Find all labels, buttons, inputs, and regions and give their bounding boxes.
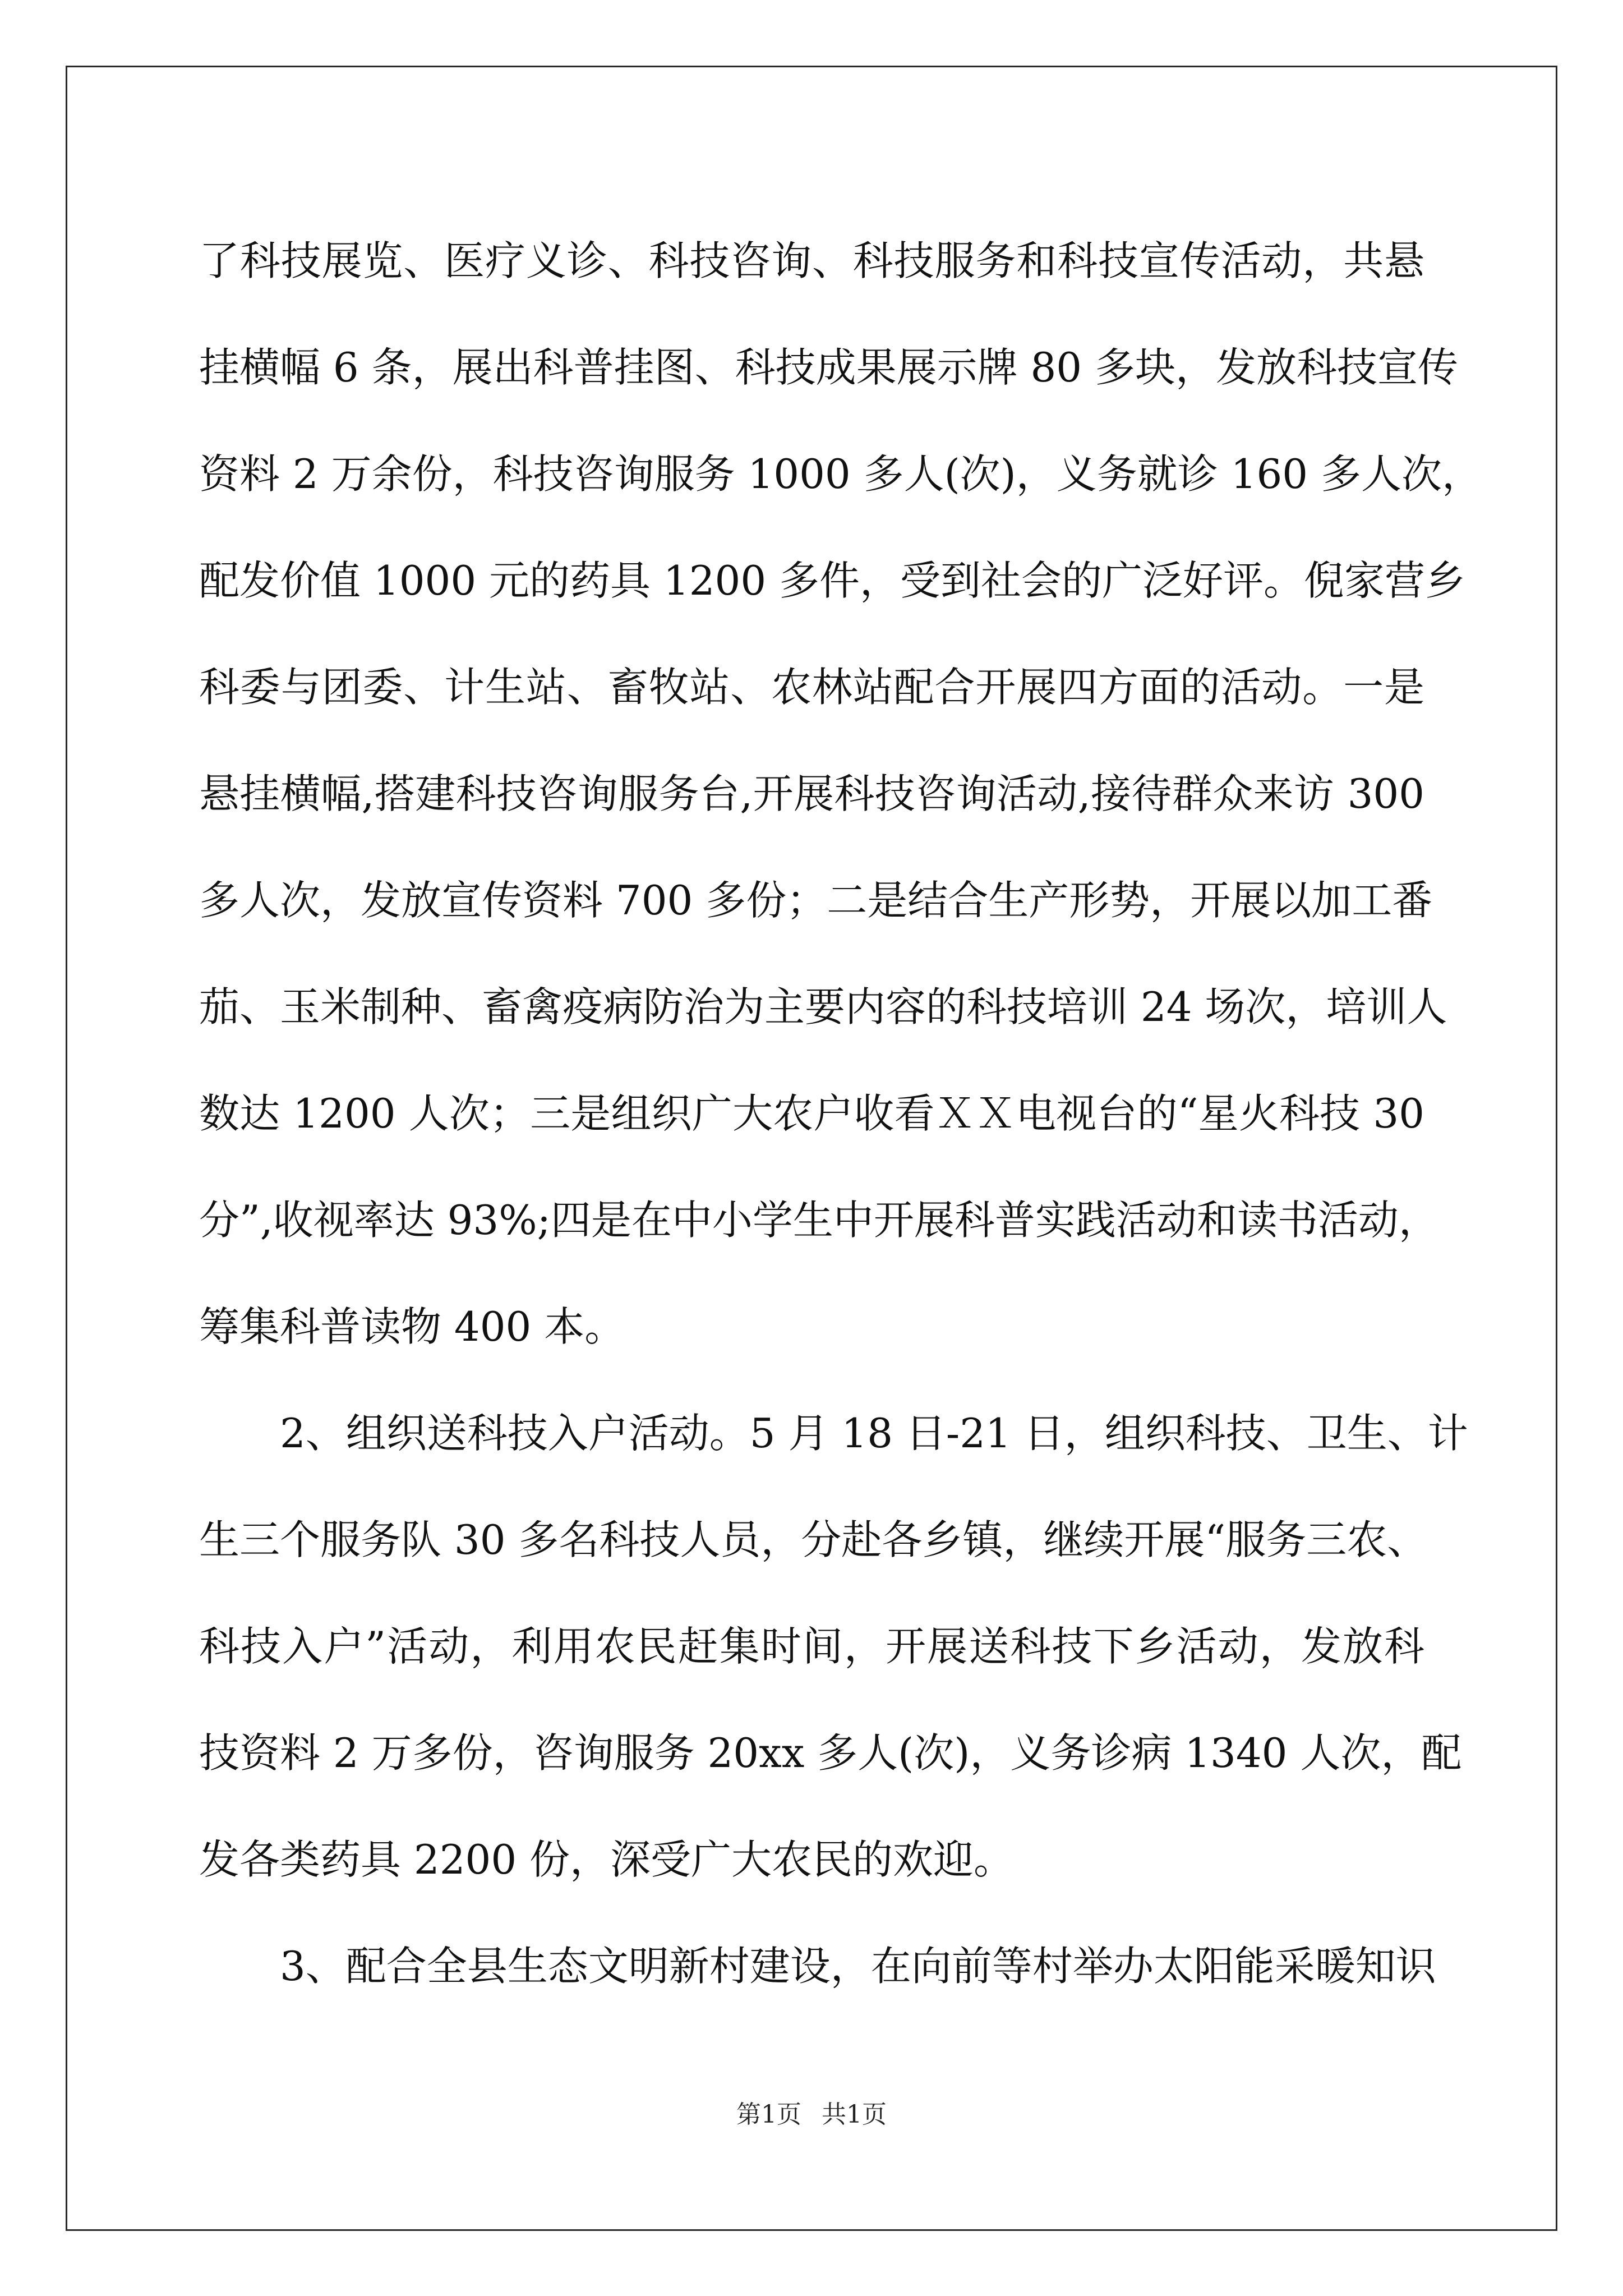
text-line: 分”,收视率达 93%;四是在中小学生中开展科普实践活动和读书活动， (199, 1197, 1439, 1244)
text-line: 科技入户”活动，利用农民赶集时间，开展送科技下乡活动，发放科 (199, 1623, 1424, 1670)
page-footer (0, 2098, 1623, 2132)
text-line: 了科技展览、医疗义诊、科技咨询、科技服务和科技宣传活动，共悬 (199, 237, 1424, 284)
text-line: 科委与团委、计生站、畜牧站、农林站配合开展四方面的活动。一是 (199, 664, 1424, 711)
text-line: 数达 1200 人次；三是组织广大农户收看ＸＸ电视台的“星火科技 30 (199, 1090, 1424, 1137)
text-line: 发各类药具 2200 份，深受广大农民的欢迎。 (199, 1836, 1015, 1883)
total-pages: 共1页 (822, 2100, 887, 2129)
text-line: 生三个服务队 30 多名科技人员，分赴各乡镇，继续开展“服务三农、 (199, 1516, 1428, 1563)
text-line: 挂横幅 6 条，展出科普挂图、科技成果展示牌 80 多块，发放科技宣传 (199, 344, 1458, 391)
text-line: 筹集科普读物 400 本。 (199, 1303, 625, 1350)
text-line: 配发价值 1000 元的药具 1200 多件，受到社会的广泛好评。倪家营乡 (199, 557, 1466, 604)
text-line: 资料 2 万余份，科技咨询服务 1000 多人(次)，义务就诊 160 多人次， (199, 450, 1482, 498)
text-line: 茄、玉米制种、畜禽疫病防治为主要内容的科技培训 24 场次，培训人 (199, 983, 1447, 1030)
document-body (199, 208, 1482, 2019)
text-line: 悬挂横幅,搭建科技咨询服务台,开展科技咨询活动,接待群众来访 300 (199, 770, 1424, 817)
text-line: 技资料 2 万多份，咨询服务 20xx 多人(次)，义务诊病 1340 人次，配 (199, 1729, 1462, 1777)
text-line: 2、组织送科技入户活动。5 月 18 日-21 日，组织科技、卫生、计 (199, 1410, 1468, 1457)
text-line: 多人次，发放宣传资料 700 多份；二是结合生产形势，开展以加工番 (199, 877, 1433, 924)
page-number: 第1页 (736, 2100, 801, 2129)
text-line: 3、配合全县生态文明新村建设，在向前等村举办太阳能采暖知识 (199, 1943, 1436, 1990)
